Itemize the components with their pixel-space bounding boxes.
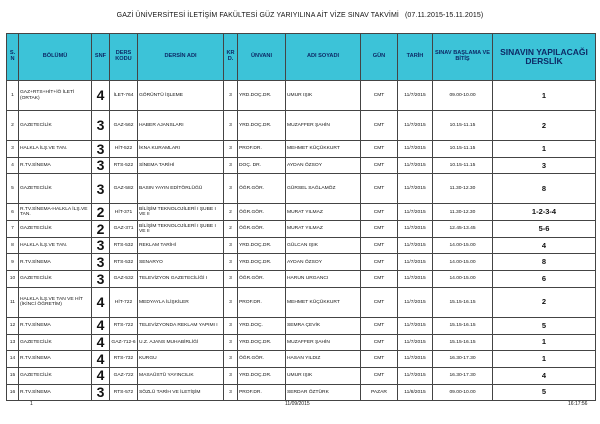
kredi-cell: 3 (224, 81, 238, 111)
table-row (7, 317, 596, 334)
derslik-cell: 1 (493, 334, 596, 351)
unvan-cell: YRD.DOÇ. (238, 317, 286, 334)
derslik-cell: 1 (493, 81, 596, 111)
adi-soyadi-cell: HASAN YILDIZ (286, 351, 361, 368)
tarih-cell: 11/7/2015 (398, 334, 433, 351)
table-row (7, 237, 596, 254)
gun-cell: CMT (361, 141, 398, 158)
bolum-cell: R.TV.SİNEMA (19, 157, 92, 174)
derslik-cell: 5-6 (493, 221, 596, 238)
ders-kodu-cell: RTS-522 (110, 157, 138, 174)
dersin-adi-cell: İKNA KURAMLARI (138, 141, 224, 158)
kredi-cell: 3 (224, 141, 238, 158)
snf-cell: 2 (92, 221, 110, 238)
adi-soyadi-cell: HARUN URGANCI (286, 271, 361, 288)
row-number: 1 (7, 81, 19, 111)
adi-soyadi-cell: UMUR IŞIK (286, 81, 361, 111)
row-number: 15 (7, 367, 19, 384)
ders-kodu-cell: GAZ-722 (110, 367, 138, 384)
sinav-saat-cell: 15.15-16.15 (433, 334, 493, 351)
bolum-cell: GAZETECİLİK (19, 271, 92, 288)
header-tarih: TARİH (398, 34, 433, 81)
ders-kodu-cell: RTS-572 (110, 384, 138, 401)
dersin-adi-cell: SENARYO (138, 254, 224, 271)
sinav-saat-cell: 14.00-15.00 (433, 237, 493, 254)
unvan-cell: YRD.DOÇ.DR. (238, 254, 286, 271)
ders-kodu-cell: RTS-732 (110, 351, 138, 368)
tarih-cell: 11/7/2015 (398, 81, 433, 111)
unvan-cell: ÖĞR.GÖR. (238, 271, 286, 288)
header-sinav-saat: SINAV BAŞLAMA VE BİTİŞ (433, 34, 493, 81)
table-row (7, 287, 596, 317)
ders-kodu-cell: HİT-522 (110, 141, 138, 158)
row-number: 9 (7, 254, 19, 271)
adi-soyadi-cell: MUZAFFER ŞAHİN (286, 111, 361, 141)
tarih-cell: 11/7/2015 (398, 287, 433, 317)
gun-cell: CMT (361, 174, 398, 204)
snf-cell: 3 (92, 254, 110, 271)
dersin-adi-cell: TELEVİZYON GAZETECİLİĞİ I (138, 271, 224, 288)
gun-cell: CMT (361, 204, 398, 221)
kredi-cell: 3 (224, 111, 238, 141)
gun-cell: CMT (361, 334, 398, 351)
derslik-cell: 3 (493, 157, 596, 174)
row-number: 14 (7, 351, 19, 368)
print-date: 11/09/2015 (285, 401, 310, 407)
gun-cell: CMT (361, 237, 398, 254)
ders-kodu-cell: İLET-764 (110, 81, 138, 111)
gun-cell: CMT (361, 254, 398, 271)
header-dersin-adi: DERSİN ADI (138, 34, 224, 81)
kredi-cell: 3 (224, 367, 238, 384)
table-row (7, 271, 596, 288)
sinav-saat-cell: 10.15-11.15 (433, 111, 493, 141)
dersin-adi-cell: HABER AJANSLARI (138, 111, 224, 141)
bolum-cell: GAZETECİLİK (19, 367, 92, 384)
unvan-cell: DOÇ. DR. (238, 157, 286, 174)
row-number: 2 (7, 111, 19, 141)
snf-cell: 4 (92, 81, 110, 111)
kredi-cell: 3 (224, 384, 238, 401)
adi-soyadi-cell: MEHMET KÜÇÜKKURT (286, 141, 361, 158)
derslik-cell: 8 (493, 254, 596, 271)
gun-cell: CMT (361, 81, 398, 111)
gun-cell: CMT (361, 317, 398, 334)
row-number: 10 (7, 271, 19, 288)
tarih-cell: 11/7/2015 (398, 317, 433, 334)
snf-cell: 2 (92, 204, 110, 221)
kredi-cell: 3 (224, 351, 238, 368)
header-krd: KR D. (224, 34, 238, 81)
tarih-cell: 11/7/2015 (398, 351, 433, 368)
derslik-cell: 1 (493, 141, 596, 158)
derslik-cell: 4 (493, 367, 596, 384)
adi-soyadi-cell: AYDAN ÖZSOY (286, 254, 361, 271)
derslik-cell: 5 (493, 317, 596, 334)
kredi-cell: 3 (224, 271, 238, 288)
tarih-cell: 11/7/2015 (398, 237, 433, 254)
kredi-cell: 2 (224, 204, 238, 221)
ders-kodu-cell: GAZ-712-6 (110, 334, 138, 351)
sinav-saat-cell: 09.00-10.00 (433, 384, 493, 401)
ders-kodu-cell: GAZ-532 (110, 271, 138, 288)
adi-soyadi-cell: SERDAR ÖZTÜRK (286, 384, 361, 401)
sinav-saat-cell: 14.00-15.00 (433, 271, 493, 288)
dersin-adi-cell: MASAÜSTÜ YAYINCILIK (138, 367, 224, 384)
row-number: 7 (7, 221, 19, 238)
table-row (7, 157, 596, 174)
header-ders-kodu: DERS KODU (110, 34, 138, 81)
dersin-adi-cell: MEDYAYLA İLİŞKİLER (138, 287, 224, 317)
kredi-cell: 3 (224, 174, 238, 204)
adi-soyadi-cell: SEMRA ÇEVİK (286, 317, 361, 334)
bolum-cell: R.TV.SİNEMA (19, 254, 92, 271)
sinav-saat-cell: 11.30-12.30 (433, 204, 493, 221)
dersin-adi-cell: TELEVİZYONDA REKLAM YAPIMI I (138, 317, 224, 334)
gun-cell: CMT (361, 287, 398, 317)
kredi-cell: 2 (224, 221, 238, 238)
row-number: 5 (7, 174, 19, 204)
ders-kodu-cell: RTS-722 (110, 317, 138, 334)
header-unvani: ÜNVANI (238, 34, 286, 81)
tarih-cell: 11/7/2015 (398, 204, 433, 221)
snf-cell: 3 (92, 111, 110, 141)
header-row (7, 34, 596, 81)
table-row (7, 141, 596, 158)
print-time: 16:17:56 (568, 401, 588, 407)
dersin-adi-cell: REKLAM TARİHİ (138, 237, 224, 254)
adi-soyadi-cell: GÜLCAN IŞIK (286, 237, 361, 254)
unvan-cell: ÖĞR.GÖR. (238, 351, 286, 368)
derslik-cell: 1 (493, 351, 596, 368)
row-number: 4 (7, 157, 19, 174)
kredi-cell: 3 (224, 237, 238, 254)
row-number: 11 (7, 287, 19, 317)
page-number: 1 (30, 401, 33, 407)
adi-soyadi-cell: MURAT YILMAZ (286, 221, 361, 238)
dersin-adi-cell: BASIN YAYIN EDİTÖRLÜĞÜ (138, 174, 224, 204)
ders-kodu-cell: RTS-532 (110, 237, 138, 254)
dersin-adi-cell: SÖZLÜ TARİH VE İLETİŞİM (138, 384, 224, 401)
sinav-saat-cell: 16.30-17.30 (433, 367, 493, 384)
sinav-saat-cell: 10.15-11.15 (433, 157, 493, 174)
sinav-saat-cell: 15.15-16.15 (433, 317, 493, 334)
ders-kodu-cell: GAZ-562 (110, 111, 138, 141)
row-number: 8 (7, 237, 19, 254)
unvan-cell: YRD.DOÇ.DR. (238, 367, 286, 384)
header-gun: GÜN (361, 34, 398, 81)
title-main: GAZİ ÜNİVERSİTESİ İLETİŞİM FAKÜLTESİ GÜZ YARIYILINA AİT VİZE SINAV TAKVİMİ (116, 12, 399, 19)
unvan-cell: PROF.DR. (238, 141, 286, 158)
sinav-saat-cell: 10.15-11.15 (433, 141, 493, 158)
adi-soyadi-cell: UMUR IŞIK (286, 367, 361, 384)
snf-cell: 3 (92, 141, 110, 158)
unvan-cell: YRD.DOÇ.DR. (238, 237, 286, 254)
snf-cell: 3 (92, 384, 110, 401)
sinav-saat-cell: 11.30-12.30 (433, 174, 493, 204)
document-title (0, 12, 600, 19)
exam-schedule-table (6, 33, 596, 401)
unvan-cell: ÖĞR.GÖR. (238, 221, 286, 238)
table-row (7, 367, 596, 384)
ders-kodu-cell: GAZ-371 (110, 221, 138, 238)
adi-soyadi-cell: AYDAN ÖZSOY (286, 157, 361, 174)
bolum-cell: GAZETECİLİK (19, 174, 92, 204)
ders-kodu-cell: RTS-532 (110, 254, 138, 271)
dersin-adi-cell: SİNEMA TARİHİ (138, 157, 224, 174)
table-row (7, 351, 596, 368)
table-row (7, 174, 596, 204)
bolum-cell: GAZETECİLİK (19, 334, 92, 351)
snf-cell: 4 (92, 317, 110, 334)
row-number: 3 (7, 141, 19, 158)
bolum-cell: R.TV.SİNEMA-HALKLA İLŞ.VE TAN. (19, 204, 92, 221)
snf-cell: 3 (92, 237, 110, 254)
sinav-saat-cell: 15.15-16.15 (433, 287, 493, 317)
snf-cell: 4 (92, 351, 110, 368)
sinav-saat-cell: 12.45-13.45 (433, 221, 493, 238)
dersin-adi-cell: BİLİŞİM TEKNOLOJİLERİ I ŞUBE I VE II (138, 221, 224, 238)
kredi-cell: 3 (224, 254, 238, 271)
bolum-cell: R.TV.SİNEMA (19, 384, 92, 401)
table-row (7, 221, 596, 238)
unvan-cell: ÖĞR.GÖR. (238, 174, 286, 204)
table-row (7, 204, 596, 221)
row-number: 6 (7, 204, 19, 221)
derslik-cell: 8 (493, 174, 596, 204)
row-number: 16 (7, 384, 19, 401)
unvan-cell: PROF.DR. (238, 287, 286, 317)
adi-soyadi-cell: GÜRSEL SAĞLAMÖZ (286, 174, 361, 204)
bolum-cell: R.TV.SİNEMA (19, 351, 92, 368)
bolum-cell: GAZ+RTS+HİT+İÖ İLETİ (ORTAK) (19, 81, 92, 111)
snf-cell: 3 (92, 271, 110, 288)
adi-soyadi-cell: MUZAFFER ŞAHİN (286, 334, 361, 351)
bolum-cell: GAZETECİLİK (19, 111, 92, 141)
tarih-cell: 11/7/2015 (398, 271, 433, 288)
header-snf: SNF (92, 34, 110, 81)
unvan-cell: PROF.DR. (238, 384, 286, 401)
adi-soyadi-cell: MURAT YILMAZ (286, 204, 361, 221)
tarih-cell: 11/7/2015 (398, 157, 433, 174)
kredi-cell: 3 (224, 334, 238, 351)
title-date-range: (07.11.2015-15.11.2015) (405, 12, 484, 19)
tarih-cell: 11/8/2015 (398, 384, 433, 401)
header-adi-soyadi: ADI SOYADI (286, 34, 361, 81)
derslik-cell: 2 (493, 111, 596, 141)
derslik-cell: 1-2-3-4 (493, 204, 596, 221)
derslik-cell: 2 (493, 287, 596, 317)
bolum-cell: GAZETECİLİK (19, 221, 92, 238)
table-row (7, 384, 596, 401)
header-sn: S. N (7, 34, 19, 81)
gun-cell: CMT (361, 367, 398, 384)
sinav-saat-cell: 14.00-15.00 (433, 254, 493, 271)
tarih-cell: 11/7/2015 (398, 254, 433, 271)
derslik-cell: 4 (493, 237, 596, 254)
tarih-cell: 11/7/2015 (398, 367, 433, 384)
row-number: 13 (7, 334, 19, 351)
header-bolum: BÖLÜMÜ (19, 34, 92, 81)
gun-cell: CMT (361, 111, 398, 141)
gun-cell: CMT (361, 157, 398, 174)
derslik-cell: 5 (493, 384, 596, 401)
table-row (7, 111, 596, 141)
dersin-adi-cell: KURGU (138, 351, 224, 368)
tarih-cell: 11/7/2015 (398, 221, 433, 238)
adi-soyadi-cell: MEHMET KÜÇÜKKURT (286, 287, 361, 317)
table-row (7, 81, 596, 111)
ders-kodu-cell: HİT-722 (110, 287, 138, 317)
ders-kodu-cell: HİT-371 (110, 204, 138, 221)
bolum-cell: R.TV.SİNEMA (19, 317, 92, 334)
gun-cell: CMT (361, 351, 398, 368)
sinav-saat-cell: 09.00-10.00 (433, 81, 493, 111)
kredi-cell: 3 (224, 287, 238, 317)
unvan-cell: ÖĞR.GÖR. (238, 204, 286, 221)
unvan-cell: YRD.DOÇ.DR. (238, 81, 286, 111)
ders-kodu-cell: GAZ-582 (110, 174, 138, 204)
kredi-cell: 3 (224, 157, 238, 174)
snf-cell: 4 (92, 334, 110, 351)
table-row (7, 334, 596, 351)
bolum-cell: HALKLA İLŞ.VE TAN. (19, 141, 92, 158)
tarih-cell: 11/7/2015 (398, 141, 433, 158)
tarih-cell: 11/7/2015 (398, 174, 433, 204)
dersin-adi-cell: U.Z. AJANS MUHABİRLİĞİ (138, 334, 224, 351)
gun-cell: CMT (361, 271, 398, 288)
dersin-adi-cell: BİLİŞİM TEKNOLOJİLERİ I ŞUBE I VE II (138, 204, 224, 221)
row-number: 12 (7, 317, 19, 334)
table-row (7, 254, 596, 271)
unvan-cell: YRD.DOÇ.DR. (238, 111, 286, 141)
snf-cell: 4 (92, 367, 110, 384)
snf-cell: 3 (92, 174, 110, 204)
unvan-cell: YRD.DOÇ.DR. (238, 334, 286, 351)
derslik-cell: 6 (493, 271, 596, 288)
snf-cell: 3 (92, 157, 110, 174)
schedule-rows (7, 81, 596, 401)
gun-cell: PAZAR (361, 384, 398, 401)
gun-cell: CMT (361, 221, 398, 238)
snf-cell: 4 (92, 287, 110, 317)
dersin-adi-cell: GÖRÜNTÜ İŞLEME (138, 81, 224, 111)
tarih-cell: 11/7/2015 (398, 111, 433, 141)
bolum-cell: HALKLA İLŞ.VE TAN VE HİT (İKİNCİ ÖĞRETİM) (19, 287, 92, 317)
bolum-cell: HALKLA İLŞ.VE TAN. (19, 237, 92, 254)
sinav-saat-cell: 16.30-17.30 (433, 351, 493, 368)
kredi-cell: 3 (224, 317, 238, 334)
header-derslik: SINAVIN YAPILACAĞI DERSLİK (493, 34, 596, 81)
